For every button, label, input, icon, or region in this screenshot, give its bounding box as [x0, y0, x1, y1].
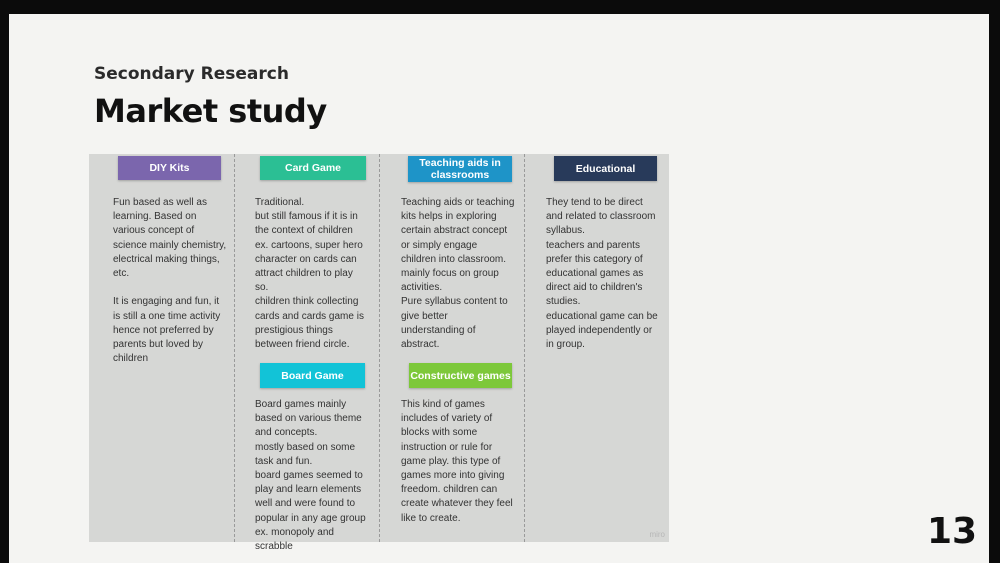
tag-label: Constructive games	[410, 369, 511, 382]
note-educational: They tend to be direct and related to classroom syllabus. teachers and parents prefer this category of educational games as direct aid to children's studies. educational game can be played independently or in group.	[546, 197, 658, 351]
slide-title: Market study	[94, 92, 327, 130]
note-card-game: Traditional. but still famous if it is in the context of children ex. cartoons, super hero character on cards can attract children to play so. children think collecting cards and cards game is prestigious things between friend circle.	[255, 197, 364, 351]
note-diy-kits: Fun based as well as learning. Based on various concept of science mainly chemistry, electrical making things, etc. It is engaging and fun, it is still a one time activity hence not preferred by parents but loved by children	[113, 197, 227, 365]
tag-label: Board Game	[281, 369, 344, 382]
tag-label: Educational	[575, 162, 636, 175]
tag-educational[interactable]	[554, 156, 657, 181]
note-board-game: Board games mainly based on various theme and concepts. mostly based on some task and fun. board games seemed to play and learn elements well and were found to popular in any age group ex. monopoly and scrabble	[255, 399, 366, 553]
note-teaching-aids: Teaching aids or teaching kits helps in exploring certain abstract concept or simply engage children into classroom. mainly focus on group activities. Pure syllabus content to give better understanding of abstract.	[401, 197, 515, 351]
slide-subtitle: Secondary Research	[94, 64, 289, 84]
tag-card-game[interactable]	[260, 156, 366, 180]
tag-board-game[interactable]	[260, 363, 365, 388]
tag-label: Teaching aids in classrooms	[419, 157, 501, 181]
slide	[9, 14, 989, 563]
tag-diy-kits[interactable]	[118, 156, 221, 180]
tag-label: DIY Kits	[149, 162, 190, 174]
miro-watermark: miro	[649, 530, 665, 539]
column-divider	[234, 154, 235, 542]
page-number: 13	[927, 511, 978, 552]
tag-constructive-games[interactable]	[409, 363, 512, 388]
note-constructive-games: This kind of games includes of variety of blocks with some instruction or rule for game play. this type of games more into giving freedom. children can create whatever they feel like to create.	[401, 399, 513, 524]
miro-board	[89, 154, 669, 553]
tag-label: Card Game	[284, 162, 342, 174]
tag-teaching-aids[interactable]	[408, 156, 512, 182]
column-divider	[524, 154, 525, 542]
column-divider	[379, 154, 380, 542]
